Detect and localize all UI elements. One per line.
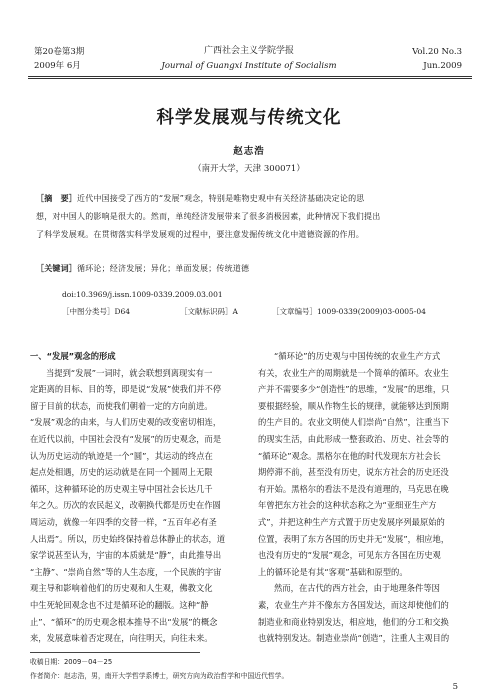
body-text-line: 止”、“循环”的历史观念根本推导不出“发展”的概念: [30, 616, 218, 627]
article-number: ［文章编号］1009-0339(2009)03-0005-04: [272, 307, 426, 316]
body-text-line: 要根据经验，顺从作物生长的规律，就能够达到预期: [258, 400, 449, 411]
page-number: 5: [452, 682, 458, 692]
body-text-line: 在近代以前，中国社会没有“发展”的历史观念，而是: [30, 433, 222, 444]
body-text-line: 也就特别发达。制造业崇尚“创造”，注重人主观目的: [258, 633, 450, 644]
body-text-line: 来，发展意味着否定现在，向往明天，向往未来。: [30, 633, 213, 644]
body-text-line: 定距离的目标、目的等，即是说“发展”使我们并不停: [30, 384, 222, 395]
author-bio: 作者简介：赵志浩，男，南开大学哲学系博士，研究方向为政治哲学和中国近代哲学。: [30, 672, 289, 680]
classification-number: ［中图分类号］D64: [62, 307, 131, 316]
keywords-label: ［关键词］: [36, 264, 77, 273]
body-text-line: 家学说甚至认为，宇宙的本质就是“静”，由此推导出: [30, 550, 222, 561]
volume-issue-en: Vol.20 No.3: [412, 47, 462, 57]
header-rule: [28, 76, 472, 77]
body-text-line: 制造业和商业特别发达，相应地，他们的分工和交换: [258, 616, 449, 627]
body-text-line: 留于目前的状态，而使我们朝着一定的方向前进。: [30, 400, 213, 411]
body-text-line: 期停滞不前，甚至没有历史，说东方社会的历史还没: [258, 467, 449, 478]
body-text-line: 认为历史运动的轨迹是一个“圆”，其运动的终点在: [30, 450, 213, 461]
journal-name-en: Journal of Guangxi Institute of Socialism: [161, 61, 337, 71]
body-text-line: 素，农业生产并不像东方各国发达，而这却使他们的: [258, 599, 449, 610]
body-text-line: 也没有历史的“发展”观念，可见东方各国在历史观: [258, 550, 441, 561]
body-text-line: 上的循环论是有其“客观”基础和原型的。: [258, 566, 408, 577]
body-text-line: “发展”观念的由来，与人们历史观的改变密切相连，: [30, 417, 222, 428]
body-text-line: 的生产目的。农业文明使人们崇尚“自然”，注重当下: [258, 417, 450, 428]
body-text-line: 观主导和影响着他们的历史观和人生观，佛教文化: [30, 583, 213, 594]
keywords-text: 循环论；经济发展；异化；单面发展；传统道德: [77, 264, 250, 273]
document-code: ［文献标识码］A: [180, 307, 238, 316]
keywords-line: [36, 262, 466, 275]
header-rule-double: [28, 78, 472, 79]
body-text-line: 有开始。黑格尔的看法不是没有道理的，马克思在晚: [258, 483, 449, 494]
date-cn: 2009年 6月: [34, 61, 81, 71]
body-text-line: “主静”、“崇尚自然”等的人生态度，一个民族的宇宙: [30, 566, 222, 577]
author-name: 赵志浩: [233, 146, 265, 157]
body-text-line: 然而，在古代的西方社会，由于地理条件等因: [274, 583, 440, 594]
abstract-line: 了科学发展观。在贯彻落实科学发展观的过程中，要注意发掘传统文化中道德资源的作用。: [36, 230, 364, 239]
body-text-line: “循环论”观念。黑格尔在他的时代发现东方社会长: [258, 450, 441, 461]
body-text-line: 产并不需要多少“创造性”的思维，“发展”的思维，只: [258, 384, 450, 395]
body-text-line: 年之久。历次的农民起义，改朝换代都是历史在作圆: [30, 500, 221, 511]
body-text-line: 的现实生活，由此形成一整套政治、历史、社会等的: [258, 433, 449, 444]
body-text-line: 式”，并把这种生产方式置于历史发展序列最原始的: [258, 516, 445, 527]
body-text-line: 有关，农业生产的周期就是一个简单的循环。农业生: [258, 367, 449, 378]
received-date: 收稿日期：2009－04－25: [30, 658, 113, 666]
abstract-text: 近代中国接受了西方的“发展”观念，特别是唯物史观中有关经济基础决定论的思: [77, 194, 365, 203]
right-column: [258, 348, 458, 647]
body-text-line: 年曾把东方社会的这种状态称之为“亚细亚生产方: [258, 500, 437, 511]
date-en: Jun.2009: [423, 61, 462, 71]
left-column: [30, 348, 230, 647]
body-text-line: “循环论”的历史观与中国传统的农业生产方式: [274, 351, 441, 361]
body-text-line: 当提到“发展”一词时，就会联想到离现实有一: [46, 367, 213, 378]
footnote-rule: [30, 652, 200, 653]
doi: doi:10.3969/j.issn.1009-0339.2009.03.001: [62, 290, 223, 299]
body-text-line: 位置，表明了东方各国的历史并无“发展”，相应地，: [258, 533, 450, 544]
body-text-line: 人出焉”。所以，历史始终保持着总体静止的状态，道: [30, 533, 226, 544]
abstract-label: ［摘 要］: [36, 194, 77, 203]
section-heading: 一、“发展”观念的形成: [30, 351, 116, 361]
journal-name-cn: 广西社会主义学院学报: [203, 46, 294, 56]
abstract-line: [36, 192, 466, 205]
volume-issue-cn: 第20卷第3期: [34, 47, 85, 57]
body-text-line: 周运动，就像一年四季的交替一样，“五百年必有圣: [30, 516, 217, 527]
author-affiliation: （南开大学，天津 300071）: [193, 164, 305, 174]
body-text-line: 起点处相遇，历史的运动就是在同一个圆周上无限: [30, 467, 213, 478]
article-title: 科学发展观与传统文化: [156, 108, 342, 128]
body-text-line: 中生死轮回观念也不过是循环论的翻版。这种“静: [30, 599, 209, 610]
abstract-line: 想，对中国人的影响是很大的。然而，单纯经济发展带来了很多消极因素，此种情况下我们提出: [36, 212, 381, 221]
body-text-line: 循环，这种循环论的历史观主导中国社会长达几千: [30, 483, 213, 494]
